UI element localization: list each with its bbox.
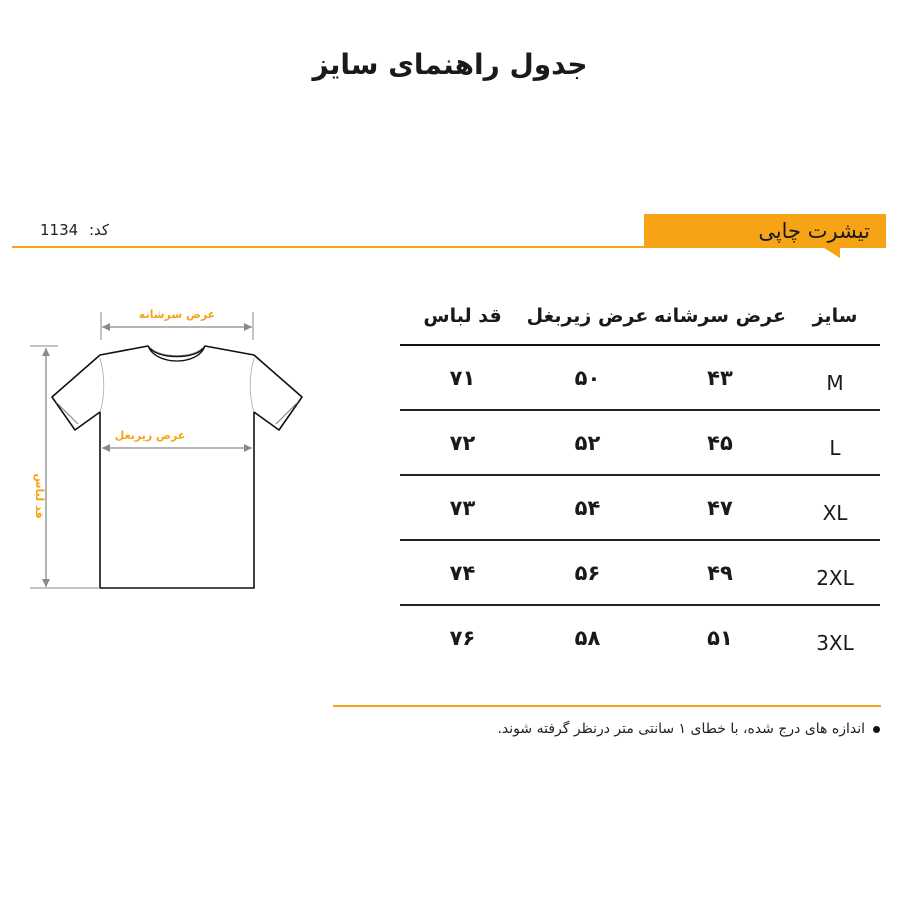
chest-label: عرض زیربغل bbox=[114, 429, 186, 442]
size-table bbox=[400, 288, 880, 669]
tshirt-diagram bbox=[0, 300, 330, 600]
footer-divider bbox=[333, 705, 881, 707]
bullet-icon bbox=[873, 726, 880, 733]
shoulder-arrowhead-right bbox=[244, 323, 252, 331]
cell-size: 2XL bbox=[816, 565, 854, 590]
product-code-value: 1134 bbox=[40, 221, 79, 239]
cell-shoulder: ۴۹ bbox=[707, 560, 733, 585]
cell-chest: ۵۸ bbox=[574, 625, 601, 650]
header-shoulder: عرض سرشانه bbox=[654, 305, 786, 327]
shoulder-label: عرض سرشانه bbox=[138, 308, 216, 321]
header-chest: عرض زیربغل bbox=[526, 305, 649, 327]
cell-shoulder: ۴۷ bbox=[707, 495, 733, 520]
cell-size: 3XL bbox=[816, 630, 854, 655]
cell-shoulder: ۴۳ bbox=[707, 365, 733, 390]
cell-length: ۷۶ bbox=[449, 625, 476, 650]
cell-size: L bbox=[829, 435, 841, 460]
note bbox=[480, 721, 880, 737]
table-row bbox=[400, 344, 880, 409]
table-row bbox=[400, 474, 880, 539]
tshirt-outline bbox=[52, 346, 302, 588]
cell-length: ۷۱ bbox=[449, 365, 476, 390]
product-badge-tail bbox=[824, 248, 840, 258]
cell-chest: ۵۴ bbox=[574, 495, 601, 520]
cell-chest: ۵۰ bbox=[574, 365, 601, 390]
cell-shoulder: ۵۱ bbox=[707, 625, 733, 650]
page-title: جدول راهنمای سایز bbox=[312, 48, 588, 81]
product-code-label: کد: bbox=[88, 221, 110, 239]
length-arrowhead-bottom bbox=[42, 579, 50, 587]
product-name: تیشرت چاپی bbox=[758, 219, 870, 243]
cell-chest: ۵۲ bbox=[574, 430, 601, 455]
size-table-header bbox=[400, 288, 880, 344]
length-arrowhead-top bbox=[42, 348, 50, 356]
cell-length: ۷۲ bbox=[449, 430, 476, 455]
table-row bbox=[400, 409, 880, 474]
cell-shoulder: ۴۵ bbox=[707, 430, 733, 455]
cell-size: XL bbox=[822, 500, 848, 525]
product-code bbox=[40, 221, 109, 239]
length-label: قد لباس bbox=[33, 473, 46, 519]
table-row bbox=[400, 539, 880, 604]
note-text: اندازه های درج شده، با خطای ۱ سانتی متر درنظر گرفته شوند. bbox=[497, 721, 865, 737]
shoulder-arrowhead-left bbox=[102, 323, 110, 331]
cell-length: ۷۴ bbox=[449, 560, 476, 585]
cell-size: M bbox=[826, 370, 844, 395]
table-row bbox=[400, 604, 880, 669]
cell-length: ۷۳ bbox=[449, 495, 476, 520]
header-size: سایز bbox=[812, 305, 858, 327]
cell-chest: ۵۶ bbox=[574, 560, 601, 585]
header-length: قد لباس bbox=[423, 305, 502, 327]
